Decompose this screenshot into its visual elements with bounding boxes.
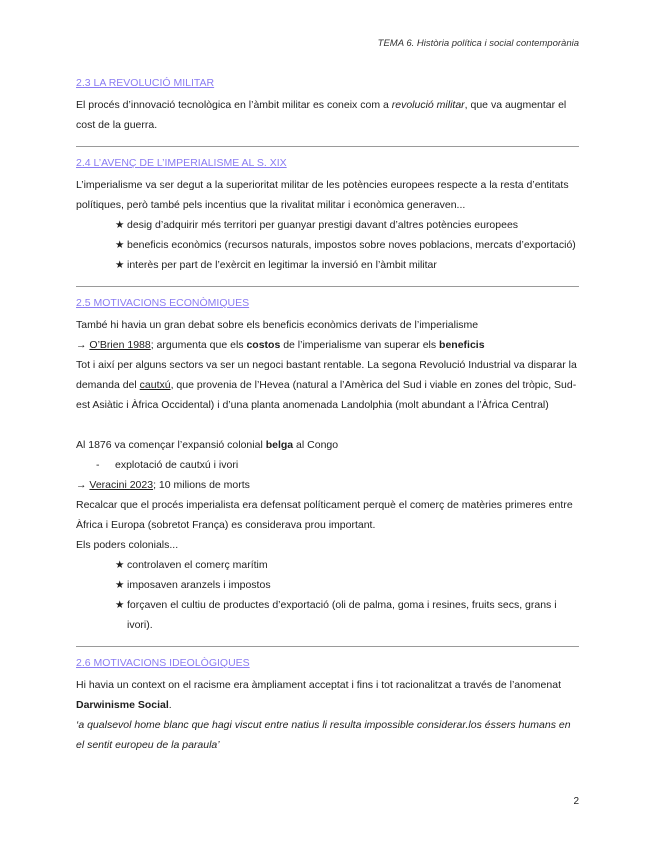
section-2-4-bullet-list <box>76 215 579 275</box>
star-bullet-icon: ★ <box>115 219 125 231</box>
text-span: al Congo <box>293 439 339 451</box>
text-span: El procés d’innovació tecnològica en l’àmbit militar es coneix com a <box>76 99 392 111</box>
page-content <box>76 77 579 755</box>
belgian-expansion-paragraph <box>76 435 579 455</box>
text-span: ; 10 milions de morts <box>153 479 250 491</box>
section-2-6-title[interactable]: 2.6 MOTIVACIONS IDEOLÒGIQUES <box>76 657 250 669</box>
list-item <box>115 235 579 255</box>
bold-darwinisme-social: Darwinisme Social <box>76 699 169 711</box>
section-2-5-intro: També hi havia un gran debat sobre els beneficis econòmics derivats de l’imperialisme <box>76 319 479 331</box>
text-span: de l’imperialisme van superar els <box>280 339 440 351</box>
section-2-4-paragraph: L’imperialisme va ser degut a la superioritat militar de les potències europees respecte a la resta d’entitats polítiques, però també pels incentius que la rivalitat militar i econòmica generaven... <box>76 179 569 211</box>
star-bullet-icon: ★ <box>115 259 125 271</box>
section-divider <box>76 646 579 647</box>
star-bullet-icon: ★ <box>115 559 125 571</box>
section-2-6-paragraph <box>76 675 579 715</box>
list-item-text: imposaven aranzels i impostos <box>127 579 271 591</box>
list-item <box>96 455 579 475</box>
reference-obrien <box>76 335 579 355</box>
list-item <box>115 575 579 595</box>
section-2-4-title[interactable]: 2.4 L’AVENÇ DE L’IMPERIALISME AL S. XIX <box>76 157 287 169</box>
dash-list <box>76 455 579 475</box>
list-item-text: controlaven el comerç marítim <box>127 559 268 571</box>
section-2-3-paragraph <box>76 95 579 135</box>
list-item <box>115 255 579 275</box>
underlined-cautxu: cautxú <box>139 379 171 391</box>
section-divider <box>76 286 579 287</box>
star-bullet-icon: ★ <box>115 599 125 611</box>
running-header: TEMA 6. Història política i social contemporània <box>377 38 579 49</box>
colonial-powers-lead: Els poders colonials... <box>76 539 179 551</box>
page-number: 2 <box>573 796 579 807</box>
bold-beneficis: beneficis <box>439 339 485 351</box>
dash-bullet-icon: - <box>96 459 100 471</box>
text-span: , que provenia de l’Hevea (natural a l’Amèrica del Sud i viable en zones del tròpic, Sud-est Asiàtic i Àfrica Occidental) i d’una planta anomenada Landolphia (molt abundant a l’Àfrica Central) <box>76 379 577 411</box>
list-item-text: explotació de cautxú i ivori <box>115 459 239 471</box>
rubber-paragraph <box>76 355 579 415</box>
text-span: . <box>168 699 172 711</box>
emphasis-revolucio-militar: revolució militar <box>391 99 465 111</box>
text-span: ; argumenta que els <box>150 339 247 351</box>
quote: ‘a qualsevol home blanc que hagi viscut entre natius li resulta impossible considerar.los éssers humans en el sentit europeu de la paraula’ <box>76 719 571 751</box>
right-arrow-icon: → <box>76 479 90 491</box>
section-2-3-title[interactable]: 2.3 LA REVOLUCIÓ MILITAR <box>76 77 215 89</box>
list-item-text: desig d’adquirir més territori per guanyar prestigi davant d’altres potències europees <box>127 219 519 231</box>
star-bullet-icon: ★ <box>115 239 125 251</box>
blank-line <box>76 415 579 435</box>
section-divider <box>76 146 579 147</box>
section-2-5-title[interactable]: 2.5 MOTIVACIONS ECONÒMIQUES <box>76 297 250 309</box>
right-arrow-icon: → <box>76 339 90 351</box>
list-item-text: forçaven el cultiu de productes d’exportació (oli de palma, goma i resines, fruits secs, grans i ivori). <box>127 599 557 631</box>
bold-costos: costos <box>246 339 281 351</box>
text-span: Al 1876 va començar l’expansió colonial <box>76 439 266 451</box>
text-span: Hi havia un context on el racisme era àmpliament acceptat i fins i tot racionalitzat a través de l’anomenat <box>76 679 561 691</box>
list-item <box>115 555 579 575</box>
list-item <box>115 595 579 635</box>
star-bullet-icon: ★ <box>115 579 125 591</box>
reference-veracini <box>76 475 579 495</box>
list-item-text: interès per part de l’exèrcit en legitimar la inversió en l’àmbit militar <box>127 259 437 271</box>
citation-obrien-1988: O’Brien 1988 <box>89 339 151 351</box>
text-span: Tot i així per alguns sectors va ser un negoci bastant rentable. La segona Revolució Industrial va disparar la demanda del <box>76 359 577 391</box>
bold-belga: belga <box>265 439 294 451</box>
list-item-text: beneficis econòmics (recursos naturals, impostos sobre noves poblacions, mercats d’exportació) <box>127 239 576 251</box>
citation-veracini-2023: Veracini 2023 <box>89 479 154 491</box>
political-defense-paragraph: Recalcar que el procés imperialista era defensat políticament perquè el comerç de matèries primeres entre Àfrica i Europa (sobretot França) es considerava prou important. <box>76 499 573 531</box>
section-2-5-bullet-list <box>76 555 579 635</box>
text-span: , que va augmentar el cost de la guerra. <box>76 99 567 131</box>
list-item <box>115 215 579 235</box>
